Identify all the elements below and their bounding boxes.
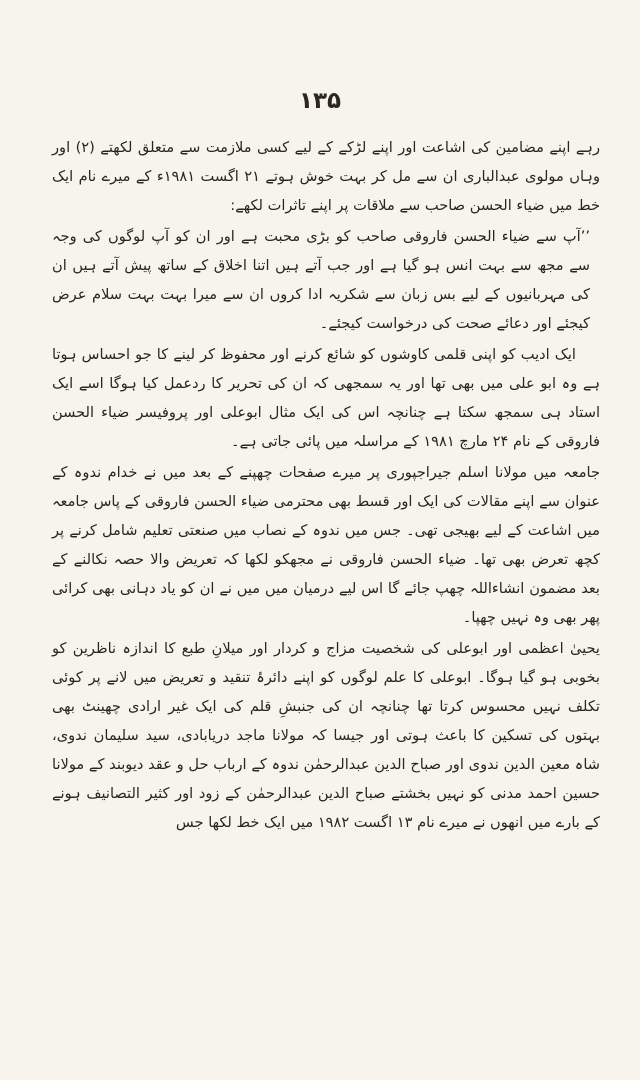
body-text (52, 133, 600, 837)
paragraph-jamia: جامعہ میں مولانا اسلم جیراجپوری پر میرے صفحات چھپنے کے بعد میں نے خدام ندوہ کے عنوان سے اپنے مقالات کی ایک اور قسط بھی محترمی ضیاء الحسن فاروقی کے پاس جامعہ میں اشاعت کے لیے بھیجی تھی۔ جس میں ندوہ کے نصاب میں صنعتی تعلیم شامل کرنے پر کچھ تعرض بھی تھا۔ ضیاء الحسن فاروقی نے مجھکو لکھا کہ تعریض والا حصہ نکالنے کے بعد مضمون انشاءاللہ چھپ جائے گا اس لیے درمیان میں میں نے ان کو یاد دہانی بھی کرائی پھر بھی وہ نہیں چھپا۔ (52, 464, 600, 626)
paragraph-intro: رہے اپنے مضامین کی اشاعت اور اپنے لڑکے کے لیے کسی ملازمت سے متعلق لکھتے (۲) اور وہاں مولوی عبدالباری ان سے مل کر بہت خوش ہوتے ۲۱ اگست ۱۹۸۱ء کے میرے نام ایک خط میں ضیاء الحسن صاحب سے ملاقات پر اپنے تاثرات لکھے: (52, 139, 601, 214)
quoted-letter: ’’آپ سے ضیاء الحسن فاروقی صاحب کو بڑی محبت ہے اور ان کو آپ لوگوں کی وجہ سے مجھ سے بہت انس ہو گیا ہے اور جب آتے ہیں اتنا اخلاق کے ساتھ پیش آتے ہیں ان کی مہربانیوں کے لیے بس زبان سے شکریہ ادا کروں ان سے میرا بہت بہت سلام عرض کیجئے اور دعائے صحت کی درخواست کیجئے۔ (52, 228, 590, 332)
paragraph-azmi: یحییٰ اعظمی اور ابوعلی کی شخصیت مزاج و کردار اور میلانِ طبع کا اندازہ ناظرین کو بخوبی ہو گیا ہوگا۔ ابوعلی کا علم لوگوں کو اپنے دائرۂ تنقید و تعریض میں لانے پر کوئی تکلف نہیں محسوس کرتا تھا چنانچہ ان کی جنبشِ قلم کی ایک غیر ارادی چھینٹ بھی بہتوں کی تسکین کا باعث ہوتی اور جیسا کہ مولانا ماجد دریابادی، سید سلیمان ندوی، شاہ معین الدین ندوی اور صباح الدین عبدالرحمٰن ندوہ کے ارباب حل و عقد دیوبند کے مولانا حسین احمد مدنی کو نہیں بخشتے صباح الدین عبدالرحمٰن کے زود اور کثیر التصانیف ہونے کے بارے میں انھوں نے میرے نام ۱۳ اگست ۱۹۸۲ میں ایک خط لکھا جس (52, 640, 600, 831)
page-number: ۱۳۵ (298, 88, 342, 114)
paragraph-adeeb: ایک ادیب کو اپنی قلمی کاوشوں کو شائع کرنے اور محفوظ کر لینے کا جو احساس ہوتا ہے وہ ابو علی میں بھی تھا اور یہ سمجھی کہ ان کی تحریر کا ردعمل کیا ہوگا اسے ایک استاد ہی سمجھ سکتا ہے چنانچہ اس کی ایک مثال ابوعلی اور پروفیسر ضیاء الحسن فاروقی کے نام ۲۴ مارچ ۱۹۸۱ کے مراسلہ میں پائی جاتی ہے۔ (52, 346, 600, 450)
